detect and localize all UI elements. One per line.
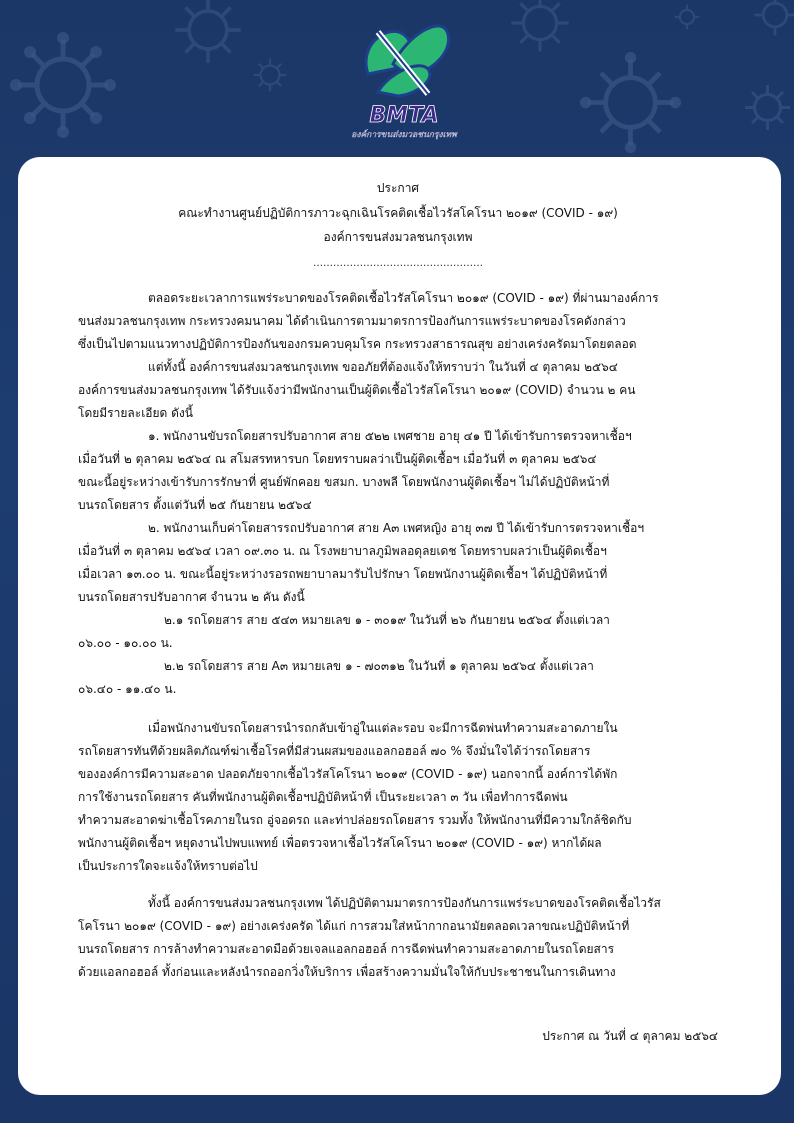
- body-line: โคโรนา ๒๐๑๙ (COVID - ๑๙) อย่างเคร่งครัด ได้แก่ การสวมใส่หน้ากากอนามัยตลอดเวลาขณะปฏิบัติหน้าที่: [78, 919, 630, 933]
- body-line: โดยมีรายละเอียด ดังนี้: [78, 406, 193, 420]
- bmta-logo: [348, 4, 460, 144]
- body-line: เมื่อวันที่ ๓ ตุลาคม ๒๕๖๔ เวลา ๐๙.๓๐ น. ณ โรงพยาบาลภูมิพลอดุลยเดช โดยทราบผลว่าเป็นผู้ติดเชื้อฯ: [78, 544, 607, 558]
- body-line: แต่ทั้งนี้ องค์การขนส่งมวลชนกรุงเทพ ขออภัยที่ต้องแจ้งให้ทราบว่า ในวันที่ ๔ ตุลาคม ๒๕๖๔: [148, 360, 618, 374]
- body-line: ขององค์การมีความสะอาด ปลอดภัยจากเชื้อไวรัสโคโรนา ๒๐๑๙ (COVID - ๑๙) นอกจากนี้ องค์การได้พัก: [78, 767, 618, 781]
- body-line: บนรถโดยสาร ตั้งแต่วันที่ ๒๕ กันยายน ๒๕๖๔: [78, 498, 312, 512]
- body-line: การใช้งานรถโดยสาร คันที่พนักงานผู้ติดเชื้อฯปฏิบัติหน้าที่ เป็นระยะเวลา ๓ วัน เพื่อทำการฉีดพ่น: [78, 790, 568, 804]
- body-line: ๐๖.๐๐ - ๑๐.๐๐ น.: [78, 636, 173, 650]
- announcement-date: ประกาศ ณ วันที่ ๔ ตุลาคม ๒๕๖๔: [542, 1029, 718, 1043]
- body-line: เมื่อวันที่ ๒ ตุลาคม ๒๕๖๔ ณ สโมสรทหารบก โดยทราบผลว่าเป็นผู้ติดเชื้อฯ เมื่อวันที่ ๓ ตุลาคม ๒๕๖๔: [78, 452, 597, 466]
- body-line: เมื่อเวลา ๑๓.๐๐ น. ขณะนี้อยู่ระหว่างรอรถพยาบาลมารับไปรักษา โดยพนักงานผู้ติดเชื้อฯ ได้ปฏิบัติหน้าที่: [78, 567, 608, 581]
- virus-icon: [8, 30, 118, 140]
- separator-dots: ……………………………………………: [313, 258, 483, 269]
- body-line: ทำความสะอาดฆ่าเชื้อโรคภายในรถ อู่จอดรถ และท่าปล่อยรถโดยสาร รวมทั้ง ให้พนักงานที่มีความใกล้ชิดกับ: [78, 813, 632, 827]
- body-line: ๒. พนักงานเก็บค่าโดยสารรถปรับอากาศ สาย A๓ เพศหญิง อายุ ๓๗ ปี ได้เข้ารับการตรวจหาเชื้อฯ: [148, 521, 645, 535]
- logo-subtitle: องค์การขนส่งมวลชนกรุงเทพ: [351, 130, 457, 140]
- body-line: รถโดยสารทันทีด้วยผลิตภัณฑ์ฆ่าเชื้อโรคที่มีส่วนผสมของแอลกอฮอล์ ๗๐ % จึงมั่นใจได้ว่ารถโดยสาร: [78, 744, 591, 758]
- body-line: บนรถโดยสาร การล้างทำความสะอาดมือด้วยเจลแอลกอฮอล์ การฉีดพ่นทำความสะอาดภายในรถโดยสาร: [78, 942, 615, 956]
- body-line: ตลอดระยะเวลาการแพร่ระบาดของโรคติดเชื้อไวรัสโคโรนา ๒๐๑๙ (COVID - ๑๙) ที่ผ่านมาองค์การ: [148, 291, 659, 305]
- virus-icon: [672, 2, 702, 32]
- virus-icon: [750, 0, 794, 40]
- virus-icon: [578, 50, 683, 155]
- body-line: ๒.๒ รถโดยสาร สาย A๓ หมายเลข ๑ - ๗๐๓๑๒ ในวันที่ ๑ ตุลาคม ๒๕๖๔ ตั้งแต่เวลา: [164, 659, 594, 673]
- virus-icon: [168, 0, 248, 70]
- announcement-title: ประกาศ: [376, 181, 420, 195]
- body-line: ขนส่งมวลชนกรุงเทพ กระทรวงคมนาคม ได้ดำเนินการตามมาตรการป้องกันการแพร่ระบาดของโรคดังกล่าว: [78, 314, 626, 328]
- announcement-card: [18, 157, 781, 1095]
- body-line: ทั้งนี้ องค์การขนส่งมวลชนกรุงเทพ ได้ปฏิบัติตามมาตรการป้องกันการแพร่ระบาดของโรคติดเชื้อไวรัส: [148, 896, 661, 910]
- body-line: เมื่อพนักงานขับรถโดยสารนำรถกลับเข้าอู่ในแต่ละรอบ จะมีการฉีดพ่นทำความสะอาดภายใน: [148, 721, 618, 735]
- body-line: ขณะนี้อยู่ระหว่างเข้ารับการรักษาที่ ศูนย์พักคอย ขสมก. บางพลี โดยพนักงานผู้ติดเชื้อฯ ไม่ได้ปฏิบัติหน้าที่: [78, 475, 610, 489]
- body-line: ซึ่งเป็นไปตามแนวทางปฏิบัติการป้องกันของกรมควบคุมโรค กระทรวงสาธารณสุข อย่างเคร่งครัดมาโดยตลอด: [78, 337, 637, 351]
- body-line: ๑. พนักงานขับรถโดยสารปรับอากาศ สาย ๕๒๒ เพศชาย อายุ ๔๑ ปี ได้เข้ารับการตรวจหาเชื้อฯ: [148, 429, 632, 443]
- body-line: บนรถโดยสารปรับอากาศ จำนวน ๒ คัน ดังนี้: [78, 590, 305, 604]
- logo-text: BMTA: [369, 103, 439, 128]
- virus-icon: [250, 55, 290, 95]
- announcement-subtitle: คณะทำงานศูนย์ปฏิบัติการภาวะฉุกเฉินโรคติดเชื้อไวรัสโคโรนา ๒๐๑๙ (COVID - ๑๙): [178, 206, 618, 220]
- body-line: ด้วยแอลกอฮอล์ ทั้งก่อนและหลังนำรถออกวิ่งให้บริการ เพื่อสร้างความมั่นใจให้กับประชาชนในการเดินทาง: [78, 965, 616, 979]
- body-line: เป็นประการใดจะแจ้งให้ทราบต่อไป: [78, 859, 258, 873]
- announcement-organization: องค์การขนส่งมวลชนกรุงเทพ: [323, 230, 473, 244]
- body-line: ๐๖.๔๐ - ๑๑.๔๐ น.: [78, 682, 177, 696]
- body-line: องค์การขนส่งมวลชนกรุงเทพ ได้รับแจ้งว่ามีพนักงานเป็นผู้ติดเชื้อไวรัสโคโรนา ๒๐๑๙ (COVID) จำนวน ๒ คน: [78, 383, 636, 397]
- virus-icon: [505, 0, 575, 58]
- virus-icon: [740, 80, 794, 135]
- body-line: ๒.๑ รถโดยสาร สาย ๕๔๓ หมายเลข ๑ - ๓๐๑๙ ในวันที่ ๒๖ กันยายน ๒๕๖๔ ตั้งแต่เวลา: [164, 613, 610, 627]
- body-line: พนักงานผู้ติดเชื้อฯ หยุดงานไปพบแพทย์ เพื่อตรวจหาเชื้อไวรัสโคโรนา ๒๐๑๙ (COVID - ๑๙) หากได้ผล: [78, 836, 602, 850]
